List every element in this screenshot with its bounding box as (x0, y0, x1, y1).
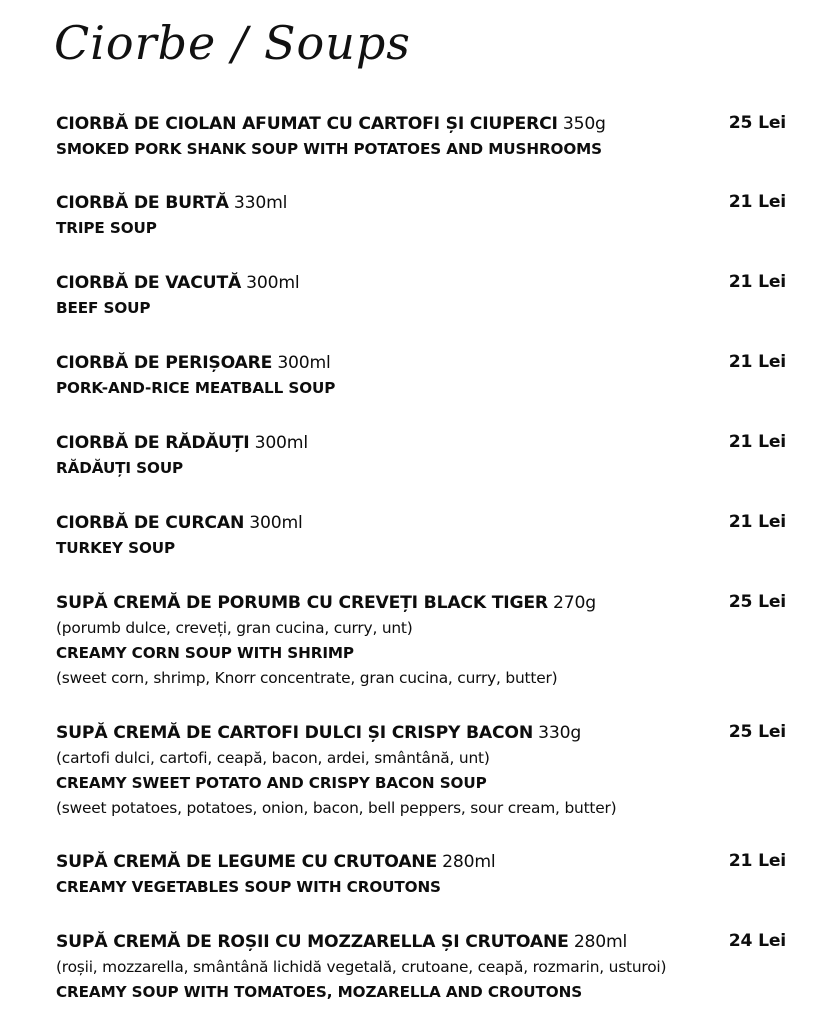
menu-item (56, 270, 786, 320)
item-name-en: CREAMY SOUP WITH TOMATOES, MOZARELLA AND CROUTONS (56, 983, 583, 1001)
item-price: 21 Lei (723, 190, 786, 215)
menu-item (56, 190, 786, 240)
menu-item (56, 510, 786, 560)
item-name-en: CREAMY SWEET POTATO AND CRISPY BACON SOUP (56, 774, 487, 792)
item-name-ro: SUPĂ CREMĂ DE CARTOFI DULCI ȘI CRISPY BACON (56, 723, 534, 743)
item-header-row (56, 190, 786, 215)
item-price: 21 Lei (723, 430, 786, 455)
item-price: 25 Lei (723, 720, 786, 745)
item-price: 25 Lei (723, 590, 786, 615)
item-ingredients-en-text: (sweet corn, shrimp, Knorr concentrate, gran cucina, curry, butter) (56, 669, 558, 687)
item-name-ro: CIORBĂ DE RĂDĂUȚI (56, 433, 250, 453)
item-header-row (56, 849, 786, 874)
item-price: 21 Lei (723, 849, 786, 874)
item-ingredients-ro-text: (cartofi dulci, cartofi, ceapă, bacon, ardei, smântână, unt) (56, 749, 490, 767)
item-size: 300ml (249, 513, 303, 533)
item-ingredients-en (56, 795, 786, 820)
item-price: 24 Lei (723, 929, 786, 954)
item-ingredients-ro (56, 615, 786, 640)
item-size: 280ml (573, 932, 628, 952)
item-size: 280ml (442, 852, 496, 872)
item-name-ro: SUPĂ CREMĂ DE ROȘII CU MOZZARELLA ȘI CRUTOANE (56, 932, 569, 952)
item-name-ro: CIORBĂ DE VACUTĂ (56, 273, 242, 293)
item-header-row (56, 720, 786, 745)
item-price: 21 Lei (723, 510, 786, 535)
item-header-row (56, 430, 786, 455)
item-header-row (56, 929, 786, 954)
item-english-row (56, 979, 786, 1004)
item-price: 25 Lei (723, 111, 786, 136)
item-ingredients-ro-text: (roșii, mozzarella, smântână lichidă vegetală, crutoane, ceapă, rozmarin, usturoi) (56, 958, 667, 976)
item-name-en: PORK-AND-RICE MEATBALL SOUP (56, 379, 336, 397)
item-english-row (56, 874, 786, 899)
item-english-row (56, 640, 786, 665)
item-name-ro: CIORBĂ DE PERIȘOARE (56, 353, 273, 373)
item-size: 330ml (233, 193, 288, 213)
item-name-en: RĂDĂUȚI SOUP (56, 459, 184, 477)
item-english-row (56, 455, 786, 480)
item-size: 300ml (277, 353, 331, 373)
item-english-row (56, 215, 786, 240)
item-name-ro: CIORBĂ DE CIOLAN AFUMAT CU CARTOFI ȘI CIUPERCI (56, 114, 558, 134)
item-english-row (56, 535, 786, 560)
menu-item (56, 720, 786, 820)
item-price: 21 Lei (723, 350, 786, 375)
item-size: 350g (562, 114, 606, 134)
item-english-row (56, 295, 786, 320)
item-name-en: BEEF SOUP (56, 299, 151, 317)
item-name-ro: SUPĂ CREMĂ DE LEGUME CU CRUTOANE (56, 852, 438, 872)
item-size: 300ml (254, 433, 308, 453)
menu-item (56, 849, 786, 899)
menu-item (56, 929, 786, 1004)
item-price: 21 Lei (723, 270, 786, 295)
item-header-row (56, 590, 786, 615)
item-name-ro: SUPĂ CREMĂ DE PORUMB CU CREVEȚI BLACK TIGER (56, 593, 548, 613)
menu-item (56, 430, 786, 480)
item-ingredients-ro (56, 745, 786, 770)
menu-item (56, 590, 786, 690)
item-header-row (56, 111, 786, 136)
item-name-ro: CIORBĂ DE CURCAN (56, 513, 245, 533)
menu-item (56, 350, 786, 400)
item-english-row (56, 375, 786, 400)
item-size: 270g (553, 593, 596, 613)
item-ingredients-en (56, 665, 786, 690)
item-name-en: CREAMY VEGETABLES SOUP WITH CROUTONS (56, 878, 441, 896)
item-ingredients-ro-text: (porumb dulce, creveți, gran cucina, curry, unt) (56, 619, 413, 637)
page-title: Ciorbe / Soups (54, 16, 411, 70)
item-name-ro: CIORBĂ DE BURTĂ (56, 193, 229, 213)
item-name-en: TURKEY SOUP (56, 539, 176, 557)
item-name-en: TRIPE SOUP (56, 219, 157, 237)
menu-item (56, 111, 786, 161)
item-size: 330g (538, 723, 582, 743)
item-english-row (56, 770, 786, 795)
item-english-row (56, 136, 786, 161)
item-name-en: CREAMY CORN SOUP WITH SHRIMP (56, 644, 354, 662)
item-name-en: SMOKED PORK SHANK SOUP WITH POTATOES AND MUSHROOMS (56, 140, 603, 158)
item-header-row (56, 510, 786, 535)
item-header-row (56, 270, 786, 295)
item-ingredients-ro (56, 954, 786, 979)
item-size: 300ml (246, 273, 300, 293)
item-header-row (56, 350, 786, 375)
item-ingredients-en-text: (sweet potatoes, potatoes, onion, bacon, bell peppers, sour cream, butter) (56, 799, 617, 817)
